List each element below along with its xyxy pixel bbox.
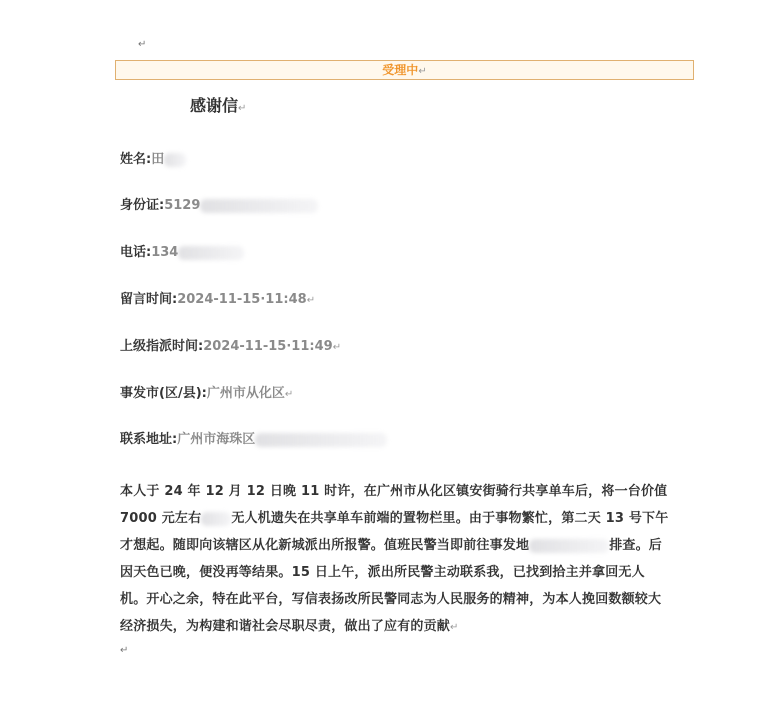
contact-address-field bbox=[120, 430, 387, 450]
incident-location-label: 事发市(区/县): bbox=[120, 386, 207, 401]
paragraph-mark: ↵ bbox=[120, 645, 129, 656]
paragraph-mark: ↵ bbox=[238, 103, 247, 114]
redacted-blur bbox=[255, 433, 387, 447]
paragraph-mark: ↵ bbox=[418, 66, 427, 77]
id-card-field bbox=[120, 196, 318, 216]
paragraph-mark: ↵ bbox=[138, 39, 147, 50]
dispatch-time-label: 上级指派时间: bbox=[120, 339, 204, 354]
message-time-value: 2024-11-15·11:48 bbox=[177, 292, 307, 307]
body-text-part3: 排查。后因天色已晚，便没再等结果。15 日上午，派出所民警主动联系我，已找到拾主并拿回无人机。开心之余，特在此平台，写信表扬改所民警同志为人民服务的精神，为本人挽回数额较大经济损失，为构建和谐社会尽职尽责，做出了应有的贡献 bbox=[120, 538, 663, 634]
redacted-blur bbox=[529, 539, 609, 553]
body-text-part2: 无人机遗失在共享单车前端的置物栏里。由于事物繁忙，第二天 13 号下午才想起。随即向该辖区从化新城派出所报警。值班民警当即前往事发地 bbox=[120, 511, 669, 553]
redacted-blur bbox=[200, 199, 318, 213]
phone-label: 电话: bbox=[120, 245, 152, 260]
body-text-part1: 本人于 24 年 12 月 12 日晚 11 时许，在广州市从化区镇安街骑行共享单车后，将一台价值 7000 元左右 bbox=[120, 484, 668, 526]
status-label: 受理中 bbox=[382, 63, 419, 77]
paragraph-mark: ↵ bbox=[450, 622, 459, 633]
message-time-label: 留言时间: bbox=[120, 292, 178, 307]
name-label: 姓名: bbox=[120, 152, 152, 167]
paragraph-mark: ↵ bbox=[284, 389, 294, 400]
paragraph-mark: ↵ bbox=[306, 295, 316, 306]
letter-title-text: 感谢信 bbox=[190, 96, 239, 115]
incident-location-field bbox=[120, 384, 293, 404]
id-card-label: 身份证: bbox=[120, 198, 165, 213]
contact-address-label: 联系地址: bbox=[120, 432, 178, 447]
redacted-blur bbox=[201, 512, 231, 526]
incident-location-value: 广州市从化区 bbox=[206, 386, 285, 401]
name-field bbox=[120, 150, 186, 170]
letter-body bbox=[120, 478, 670, 641]
message-time-field bbox=[120, 290, 315, 310]
phone-field bbox=[120, 243, 244, 263]
id-card-value: 5129 bbox=[164, 198, 201, 213]
redacted-blur bbox=[178, 246, 244, 260]
name-value: 田 bbox=[151, 152, 165, 167]
dispatch-time-value: 2024-11-15·11:49 bbox=[203, 339, 333, 354]
phone-value: 134 bbox=[151, 245, 179, 260]
paragraph-mark: ↵ bbox=[332, 342, 342, 353]
contact-address-value: 广州市海珠区 bbox=[177, 432, 256, 447]
redacted-blur bbox=[164, 153, 186, 167]
dispatch-time-field bbox=[120, 337, 341, 357]
status-banner bbox=[115, 60, 694, 80]
letter-title bbox=[190, 93, 246, 116]
